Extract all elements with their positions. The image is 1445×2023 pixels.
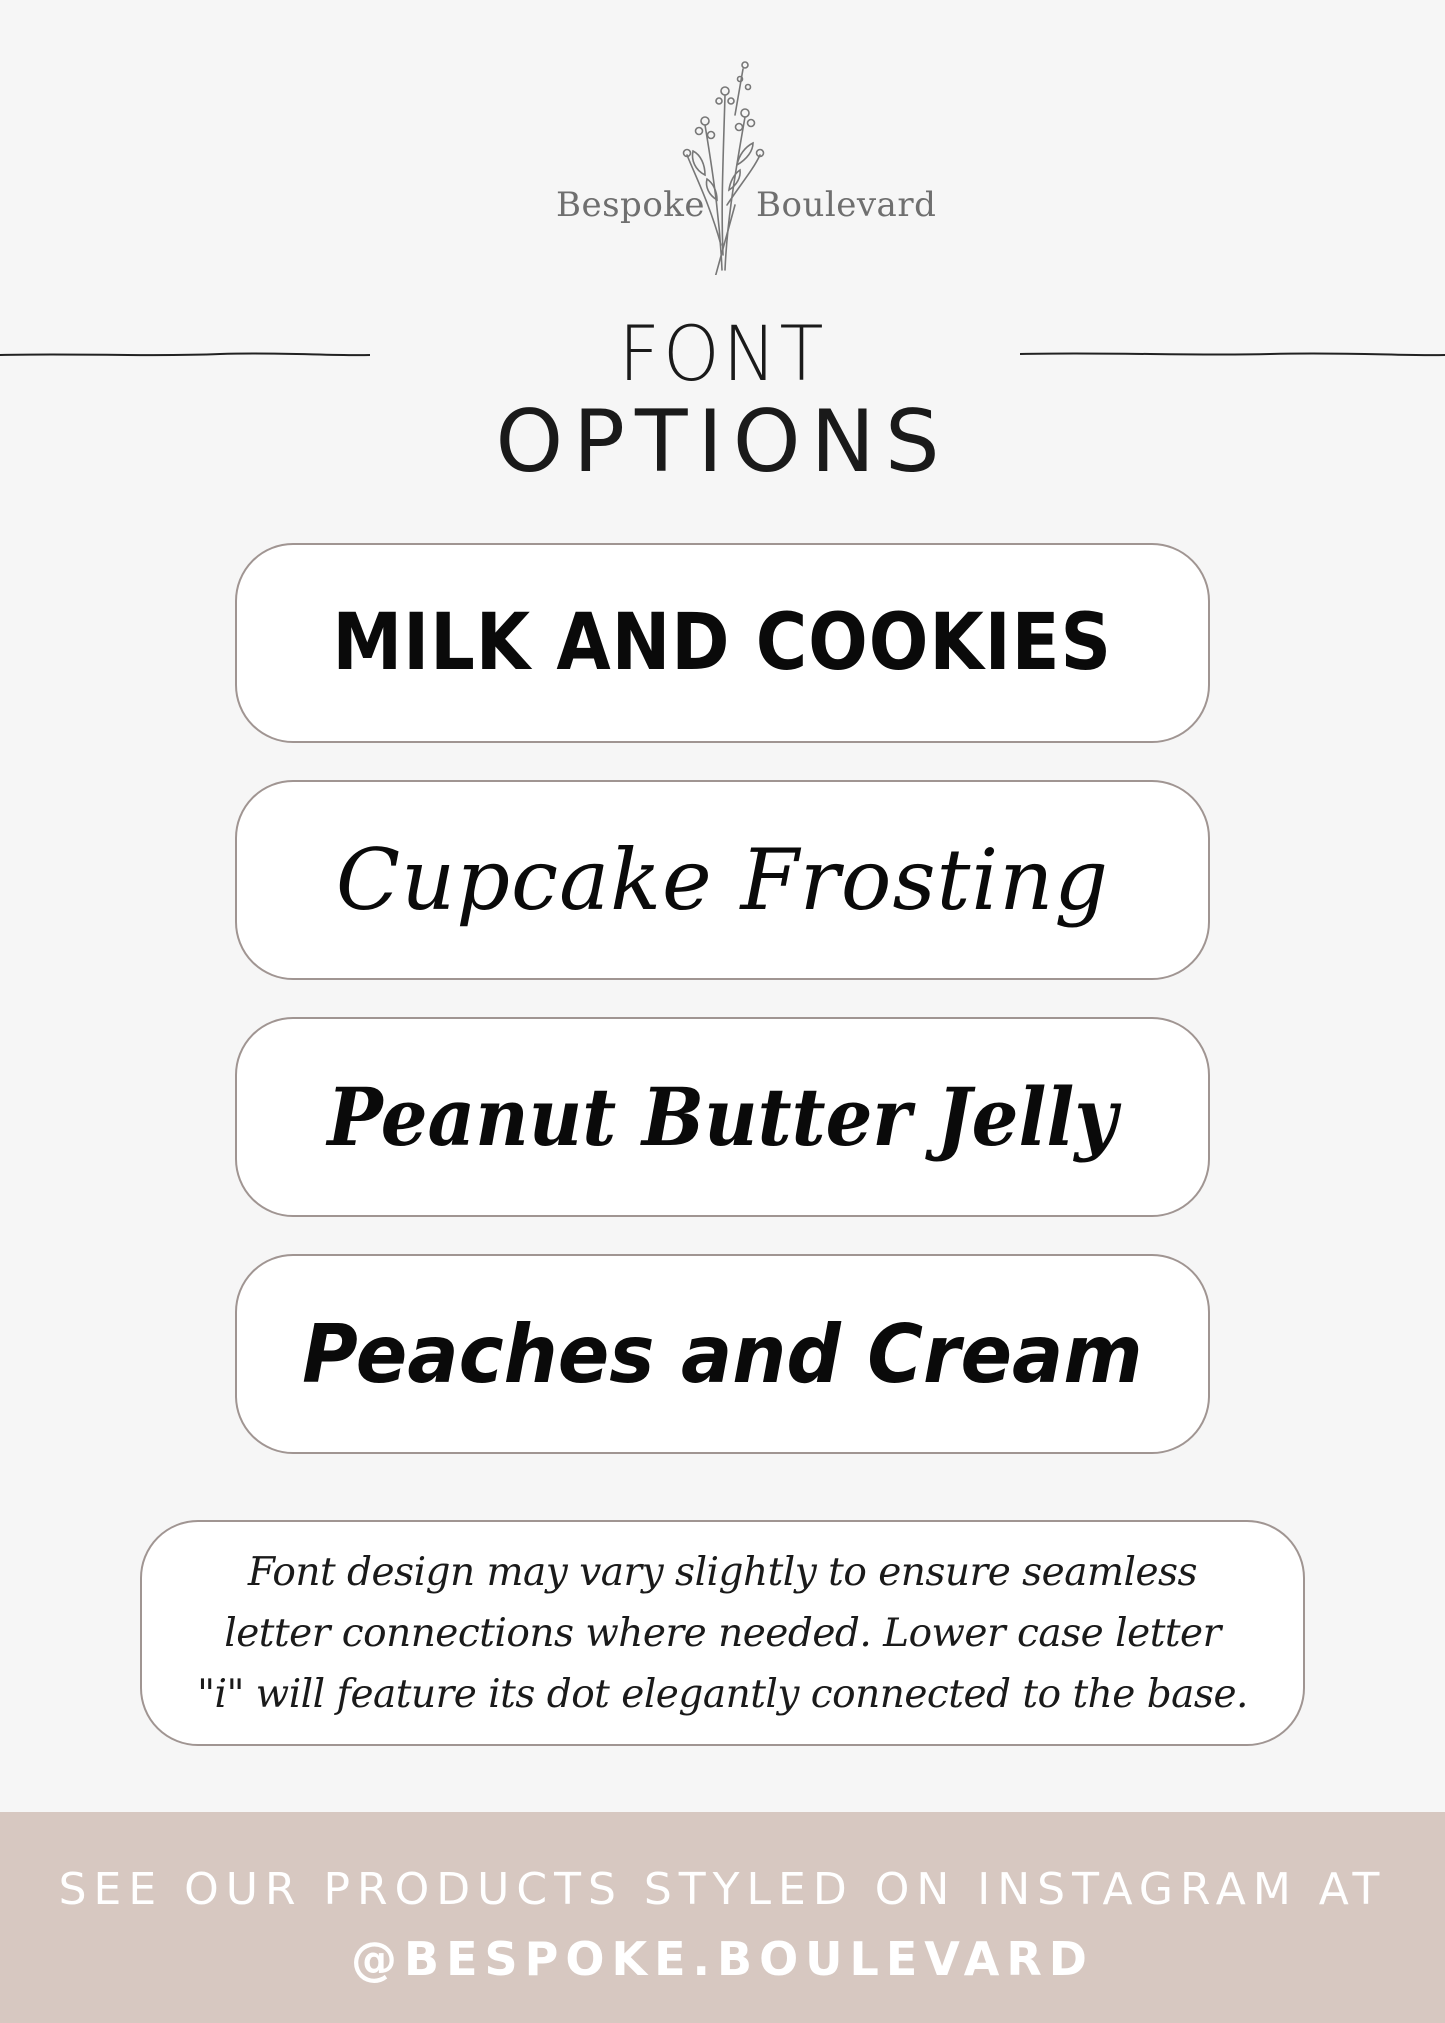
heading-font: FONT	[618, 309, 827, 399]
font-option-label: MILK AND COOKIES	[332, 598, 1113, 688]
font-note-box	[140, 1520, 1305, 1746]
font-note-line-2: letter connections where needed. Lower case letter	[224, 1610, 1221, 1656]
brand-name-left: Bespoke	[556, 185, 706, 225]
font-option-milk-and-cookies[interactable]	[235, 543, 1210, 743]
heading-options: OPTIONS	[495, 392, 950, 492]
floral-sprig-icon	[665, 55, 780, 275]
footer-cta-text: SEE OUR PRODUCTS STYLED ON INSTAGRAM AT	[58, 1864, 1387, 1915]
font-option-label: Peaches and Cream	[302, 1307, 1143, 1401]
font-option-label: Cupcake Frosting	[335, 831, 1110, 929]
font-option-peaches-and-cream[interactable]	[235, 1254, 1210, 1454]
brand-name-right: Boulevard	[756, 185, 937, 225]
font-option-peanut-butter-jelly[interactable]	[235, 1017, 1210, 1217]
font-note-line-1: Font design may vary slightly to ensure seamless	[247, 1549, 1198, 1595]
instagram-footer	[0, 1812, 1445, 2023]
instagram-handle-link[interactable]: @BESPOKE.BOULEVARD	[351, 1932, 1094, 1986]
font-option-cupcake-frosting[interactable]	[235, 780, 1210, 980]
font-option-label: Peanut Butter Jelly	[327, 1070, 1118, 1164]
font-note-text	[172, 1542, 1273, 1725]
font-options-list	[235, 543, 1210, 1491]
font-note-line-3: "i" will feature its dot elegantly connected to the base.	[197, 1671, 1248, 1717]
brand-logo	[0, 55, 1445, 275]
